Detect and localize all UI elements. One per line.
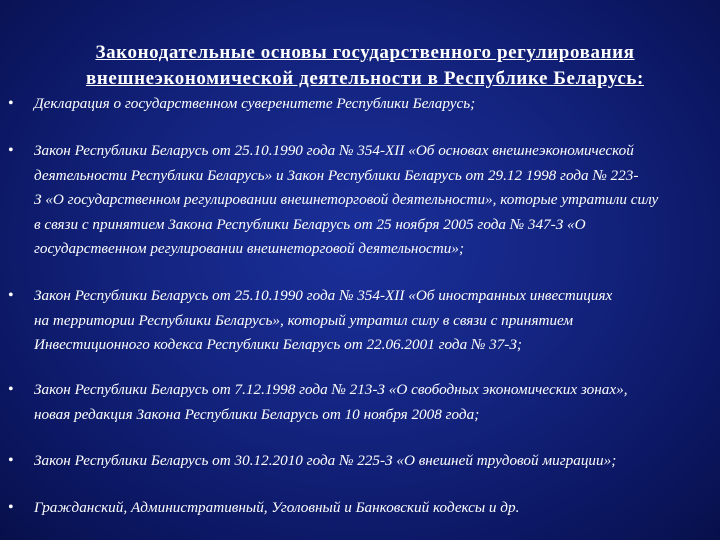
text-line: Гражданский, Административный, Уголовный и Банковский кодексы и др. (34, 499, 520, 516)
text-line: Закон Республики Беларусь от 7.12.1998 года № 213-З «О свободных экономических зонах», (34, 381, 628, 398)
list-item-text (34, 284, 702, 358)
slide-title-line-2: внешнеэкономической деятельности в Республике Беларусь: (85, 68, 644, 89)
list-item-text (34, 449, 702, 474)
text-line: Декларация о государственном суверенитете Республики Беларусь; (34, 95, 476, 112)
bullet-icon: • (8, 287, 14, 304)
bullet-icon: • (8, 499, 14, 516)
text-line: Закон Республики Беларусь от 25.10.1990 года № 354-XII «Об основах внешнеэкономической (34, 142, 634, 159)
slide-title-line-1: Законодательные основы государственного регулирования (95, 42, 635, 63)
bullet-icon: • (8, 452, 14, 469)
text-line: на территории Республики Беларусь», который утратил силу в связи с принятием (34, 311, 574, 329)
list-item-text (34, 496, 702, 521)
bullet-icon: • (8, 95, 14, 112)
text-line: государственном регулировании внешнеторговой деятельности»; (34, 240, 465, 258)
list-item-text (34, 92, 702, 117)
list-item-text (34, 139, 702, 262)
list-item-text (34, 378, 702, 427)
text-line: новая редакция Закона Республики Беларусь от 10 ноября 2008 года; (34, 405, 480, 423)
text-line: З «О государственном регулировании внешнеторговой деятельности», которые утратили силу (34, 191, 659, 209)
text-line: Закон Республики Беларусь от 25.10.1990 года № 354-XII «Об иностранных инвестициях (34, 287, 613, 304)
bullet-icon: • (8, 381, 14, 398)
text-line: Инвестиционного кодекса Республики Беларусь от 22.06.2001 года № 37-З; (34, 336, 522, 354)
slide-title (30, 40, 700, 92)
text-line: деятельности Республики Беларусь» и Закон Республики Беларусь от 29.12 1998 года № 223- (34, 166, 639, 184)
text-line: в связи с принятием Закона Республики Беларусь от 25 ноября 2005 года № 347-З «О (34, 215, 586, 233)
text-line: Закон Республики Беларусь от 30.12.2010 года № 225-З «О внешней трудовой миграции»; (34, 452, 617, 469)
bullet-icon: • (8, 142, 14, 159)
